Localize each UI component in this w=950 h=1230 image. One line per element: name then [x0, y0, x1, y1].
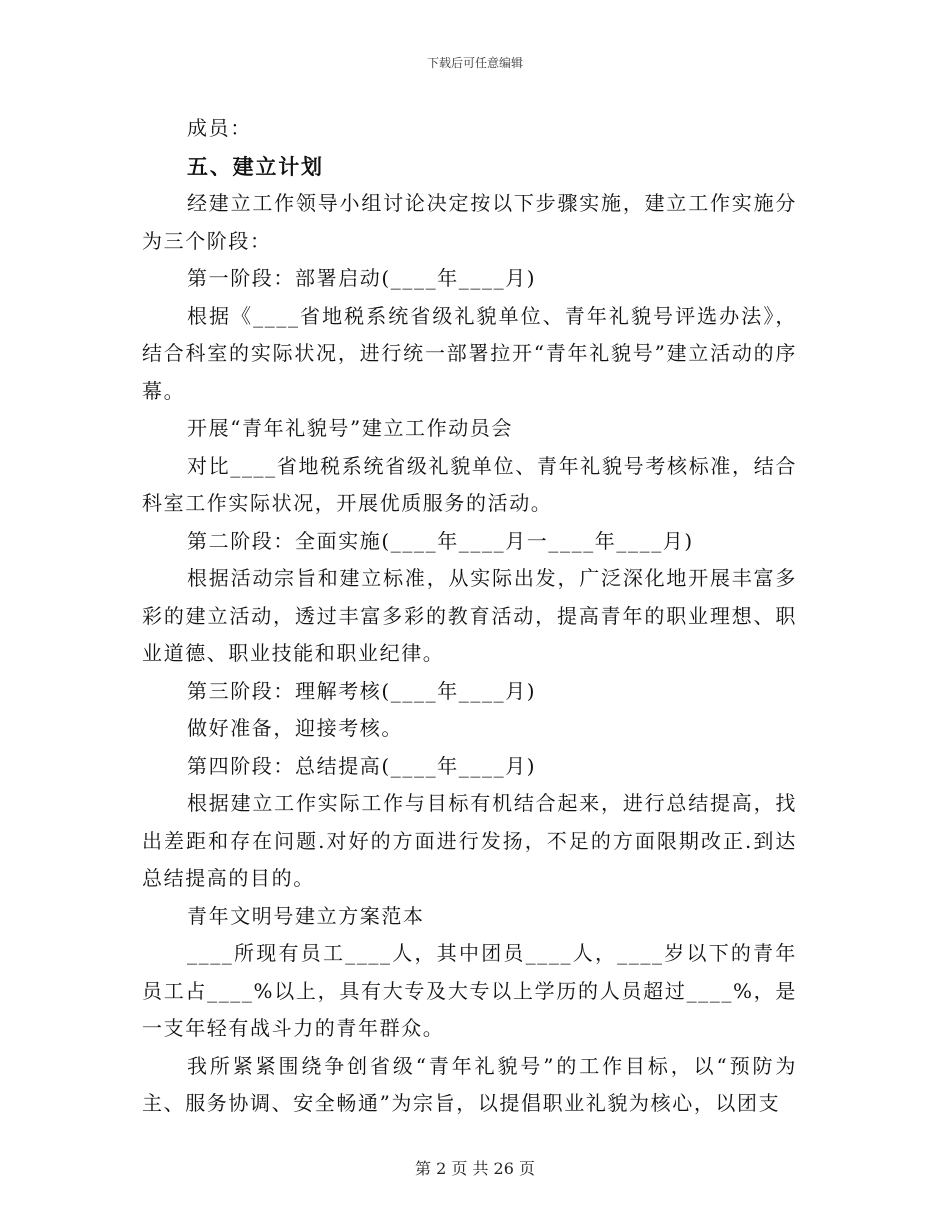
stage-4-title: 第四阶段：总结提高(____年____月) — [187, 753, 537, 778]
paragraph: 开展“青年礼貌号”建立工作动员会 — [187, 416, 514, 440]
paragraph: 对比____省地税系统省级礼貌单位、青年礼貌号考核标准，结合科室工作实际状况，开展优质服务的活动。 — [142, 453, 797, 515]
section-heading-plan: 五、建立计划 — [187, 153, 324, 179]
subtitle-sample-plan: 青年文明号建立方案范本 — [187, 903, 425, 928]
stage-2-title: 第二阶段：全面实施(____年____月一____年____月) — [187, 528, 694, 553]
paragraph: 做好准备，迎接考核。 — [187, 716, 403, 740]
paragraph: 根据《____省地税系统省级礼貌单位、青年礼貌号评选办法》，结合科室的实际状况，进行统一部署拉开“青年礼貌号”建立活动的序幕。 — [142, 303, 797, 403]
paragraph: 根据建立工作实际工作与目标有机结合起来，进行总结提高，找出差距和存在问题.对好的方面进行发扬，不足的方面限期改正.到达总结提高的目的。 — [142, 791, 797, 890]
paragraph: ____所现有员工____人，其中团员____人，____岁以下的青年员工占____%以上，具有大专及大专以上学历的人员超过____%，是一支年轻有战斗力的青年群众。 — [142, 941, 797, 1040]
stage-1-title: 第一阶段：部署启动(____年____月) — [187, 266, 537, 290]
header-note: 下载后可任意编辑 — [426, 56, 523, 70]
page-number-footer: 第 2 页 共 26 页 — [415, 1159, 535, 1178]
paragraph: 我所紧紧围绕争创省级“青年礼貌号”的工作目标，以“预防为主、服务协调、安全畅通”为宗旨，以提倡职业礼貌为核心，以团支 — [142, 1053, 797, 1115]
paragraph-members: 成员： — [187, 116, 252, 140]
document-body — [142, 110, 797, 1123]
paragraph: 根据活动宗旨和建立标准，从实际出发，广泛深化地开展丰富多彩的建立活动，透过丰富多彩的教育活动，提高青年的职业理想、职业道德、职业技能和职业纪律。 — [142, 566, 797, 665]
stage-3-title: 第三阶段：理解考核(____年____月) — [187, 678, 537, 703]
paragraph-intro: 经建立工作领导小组讨论决定按以下步骤实施，建立工作实施分为三个阶段： — [142, 191, 797, 253]
